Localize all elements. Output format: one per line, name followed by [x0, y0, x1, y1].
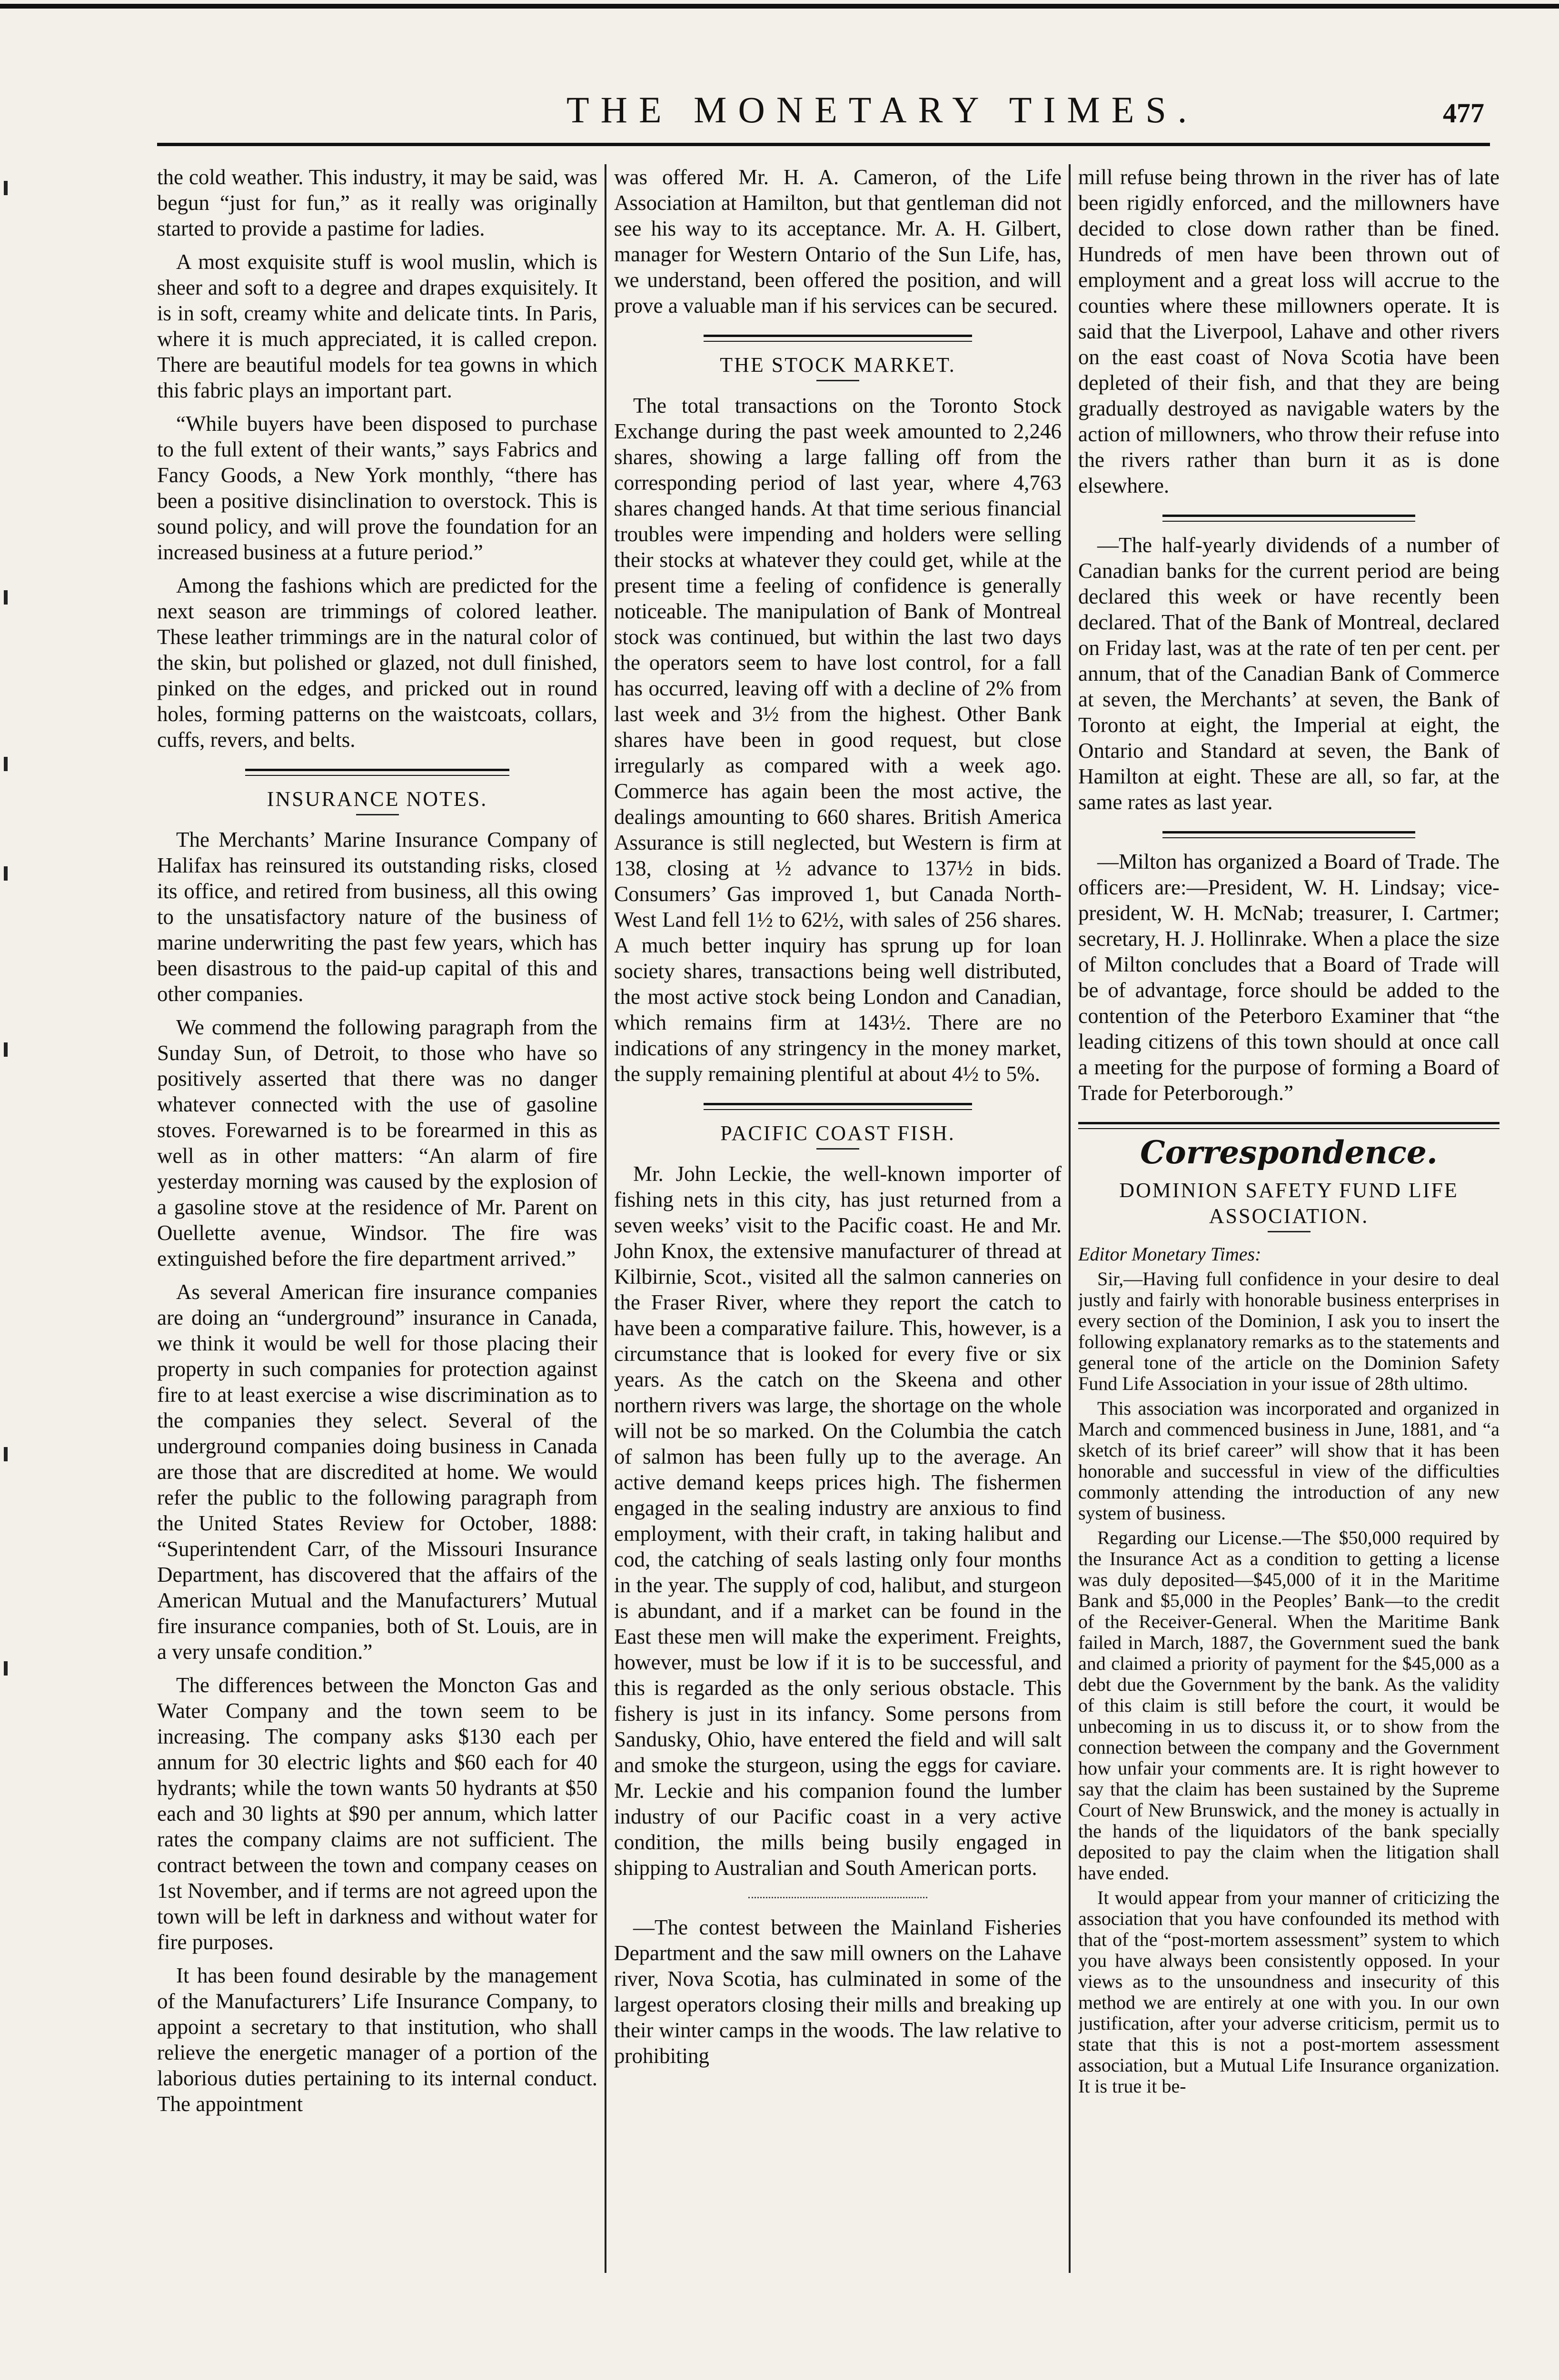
section-rule: [1162, 515, 1415, 522]
top-border-rule: [0, 4, 1559, 9]
heading-stock-market: THE STOCK MARKET.: [720, 353, 956, 377]
article-paragraph: was offered Mr. H. A. Cameron, of the Life Association at Hamilton, but that gentleman did not see his way to its acceptance. Mr. A. H. Gilbert, manager for Western Ontario of the Sun Life, has, we understand, been offered the position, and will prove a valuable man if his services can be secured.: [614, 165, 1062, 317]
column-2: [614, 164, 1062, 2278]
article-paragraph: —The contest between the Mainland Fisheries Department and the saw mill owners on the Lahave river, Nova Scotia, has culminated in some of the largest operators closing their mills and breaking up their winter camps in the woods. The law relative to prohibiting: [614, 1915, 1062, 2068]
section-rule: [704, 1103, 972, 1110]
letter-paragraph: It would appear from your manner of criticizing the association that you have confounded its method with that of the “post-mortem assessment” system to which you have always been consistently opposed. In your views as to the unsoundness and insecurity of this method we are entirely at one with you. In our own justification, after your adverse criticism, permit us to state that this is not a post-mortem assessment association, but a Mutual Life Insurance organization. It is true it be-: [1078, 1887, 1499, 2097]
heading-insurance-notes: INSURANCE NOTES.: [267, 787, 488, 811]
page-number: 477: [1443, 98, 1484, 129]
article-paragraph: It has been found desirable by the management of the Manufacturers’ Life Insurance Company, to appoint a secretary to that institution, who shall relieve the energetic manager of a portion of the laborious duties pertaining to its internal conduct. The appointment: [157, 1964, 597, 2116]
article-paragraph: Mr. John Leckie, the well-known importer of fishing nets in this city, has just returned from a seven weeks’ visit to the Pacific coast. He and Mr. John Knox, the extensive manufacturer of thread at Kilbirnie, Scot., visited all the salmon canneries on the Fraser River, where they report the catch to have been a comparative failure. This, however, is a circumstance that is looked for every five or six years. As the catch on the Skeena and other northern rivers was large, the shortage on the whole will not be so marked. On the Columbia the catch of salmon has been fully up to the average. An active demand keeps prices high. The fishermen engaged in the sealing industry are anxious to find employment, with their craft, in taking halibut and cod, the catching of seals lasting only four months in the year. The supply of cod, halibut, and sturgeon is abundant, and if a market can be found in the East these men will make the experiment. Freights, however, must be low if it is to be successful, and this is regarded as the only serious obstacle. This fishery is just in its infancy. Some persons from Sandusky, Ohio, have entered the field and will salt and smoke the sturgeon, using the eggs for caviare. Mr. Leckie and his companion found the lumber industry of our Pacific coast in a very active condition, the mills being busily engaged in shipping to Australian and South American ports.: [614, 1162, 1062, 1880]
article-paragraph: The differences between the Moncton Gas and Water Company and the town seem to be increasing. The company asks $130 each per annum for 30 electric lights and $60 each for 40 hydrants; while the town wants 50 hydrants at $50 each and 30 lights at $90 per annum, which latter rates the company claims are not sufficient. The contract between the town and company ceases on 1st November, and if terms are not agreed upon the town will be left in darkness and without water for fire purposes.: [157, 1673, 597, 1954]
column-divider-1: [605, 164, 606, 2273]
article-paragraph: mill refuse being thrown in the river has of late been rigidly enforced, and the millowners have decided to close down rather than be fined. Hundreds of men have been thrown out of employment and a great loss will accrue to the counties where these millowners operate. It is said that the Liverpool, Lahave and other rivers on the east coast of Nova Scotia have been depleted of their fish, and that they are being gradually destroyed as navigable waters by the action of millowners, who throw their refuse into the rivers rather than burn it as is done elsewhere.: [1078, 165, 1499, 497]
article-paragraph: —Milton has organized a Board of Trade. The officers are:—President, W. H. Lindsay; vice-president, W. H. McNab; treasurer, I. Cartmer; secretary, H. J. Hollinrake. When a place the size of Milton concludes that a Board of Trade will be of advantage, force should be added to the contention of the Peterboro Examiner that “the leading citizens of this town should at once call a meeting for the purpose of forming a Board of Trade for Peterborough.”: [1078, 850, 1499, 1105]
heading-pacific-coast-fish: PACIFIC COAST FISH.: [720, 1121, 955, 1145]
heading-correspondence: Correspondence.: [1140, 1134, 1438, 1171]
letter-paragraph: Regarding our License.—The $50,000 required by the Insurance Act as a condition to getting a license was duly deposited—$45,000 of it in the Maritime Bank and $5,000 in the Peoples’ Bank—to the credit of the Receiver-General. When the Maritime Bank failed in March, 1887, the Government sued the bank and claimed a priority of payment for the $45,000 as a debt due the Government by the bank. As the validity of this claim is still before the court, it would be unbecoming in us to discuss it, or to show from the connection between the company and the Government how unfair your comments are. It is right however to say that the claim has been sustained by the Supreme Court of New Brunswick, and the money is actually in the hands of the liquidators of the bank specially deposited to pay the claim when the litigation shall have ended.: [1078, 1527, 1499, 1884]
heading-rule: [816, 1148, 859, 1150]
letter-salutation: Editor Monetary Times:: [1078, 1243, 1261, 1265]
article-paragraph: —The half-yearly dividends of a number of Canadian banks for the current period are being declared this week or have recently been declared. That of the Bank of Montreal, declared on Friday last, was at the rate of ten per cent. per annum, that of the Canadian Bank of Commerce at seven, the Merchants’ at seven, the Bank of Toronto at eight, the Imperial at eight, the Ontario and Standard at seven, the Bank of Hamilton at eight. These are all, so far, at the same rates as last year.: [1078, 533, 1499, 814]
heading-rule: [356, 814, 399, 815]
column-1: [157, 164, 597, 2278]
letter-paragraph: Sir,—Having full confidence in your desire to deal justly and fairly with honorable business enterprises in every section of the Dominion, I ask you to insert the following explanatory remarks as to the statements and general tone of the article on the Dominion Safety Fund Life Association in your issue of 28th ultimo.: [1078, 1268, 1499, 1394]
publication-title: THE MONETARY TIMES.: [566, 89, 1199, 130]
article-paragraph: Among the fashions which are predicted for the next season are trimmings of colored leather. These leather trimmings are in the natural color of the skin, but polished or glazed, not dull finished, pinked on the edges, and pricked out in round holes, forming patterns on the waistcoats, collars, cuffs, revers, and belts.: [157, 574, 597, 752]
article-paragraph: the cold weather. This industry, it may be said, was begun “just for fun,” as it really was originally started to provide a pastime for ladies.: [157, 165, 597, 240]
letter-paragraph: This association was incorporated and organized in March and commenced business in June, 1881, and “a sketch of its brief career” will show that it has been honorable and successful in view of the difficulties commonly attending the introduction of any new system of business.: [1078, 1398, 1499, 1524]
column-3: [1078, 164, 1499, 2278]
article-paragraph: The Merchants’ Marine Insurance Company of Halifax has reinsured its outstanding risks, closed its office, and retired from business, all this owing to the unsatisfactory nature of the business of marine underwriting the past few years, which has been disastrous to the paid-up capital of this and other companies.: [157, 828, 597, 1006]
heading-rule: [1268, 1231, 1311, 1232]
section-rule: [704, 335, 972, 342]
section-rule: [748, 1897, 927, 1898]
section-rule: [245, 769, 509, 776]
section-rule: [1078, 1122, 1499, 1129]
article-paragraph: The total transactions on the Toronto Stock Exchange during the past week amounted to 2,246 shares, showing a large falling off from the corresponding period of last year, where 4,763 shares changed hands. At that time serious financial troubles were impending and holders were selling their stocks at whatever they could get, while at the present time a feeling of confidence is generally noticeable. The manipulation of Bank of Montreal stock was continued, but within the last two days the operators seem to have lost control, for a fall has occurred, leaving off with a decline of 2% from last week and 3½ from the highest. Other Bank shares have been in good request, but close irregularly as compared with a week ago. Commerce has again been the most active, the dealings amounting to 660 shares. British America Assurance is still neglected, but Western is firm at 138, closing at ½ advance to 137½ in bids. Consumers’ Gas improved 1, but Canada North-West Land fell 1½ to 62½, with sales of 256 shares. A much better inquiry has sprung up for loan society shares, transactions being well distributed, the most active stock being London and Canadian, which remains firm at 143½. There are no indications of any stringency in the money market, the supply remaining plentiful at about 4½ to 5%.: [614, 394, 1062, 1086]
article-paragraph: We commend the following paragraph from the Sunday Sun, of Detroit, to those who have so positively asserted that there was no danger whatever connected with the use of gasoline stoves. Forewarned is to be forearmed in this as well as in other matters: “An alarm of fire yesterday morning was caused by the explosion of a gasoline stove at the residence of Mr. Parent on Ouellette avenue, Windsor. The fire was extinguished before the fire department arrived.”: [157, 1015, 597, 1270]
section-rule: [1162, 831, 1415, 838]
masthead: [0, 0, 1559, 157]
article-paragraph: A most exquisite stuff is wool muslin, which is sheer and soft to a degree and drapes exquisitely. It is in soft, creamy white and delicate tints. In Paris, where it is much appreciated, it is called crepon. There are beautiful models for tea gowns in which this fabric plays an important part.: [157, 250, 597, 402]
heading-rule: [816, 380, 859, 381]
article-paragraph: “While buyers have been disposed to purchase to the full extent of their wants,” says Fabrics and Fancy Goods, a New York monthly, “there has been a positive disinclination to overstock. This is sound policy, and will prove the foundation for an increased business at a future period.”: [157, 412, 597, 564]
running-header: [157, 86, 1490, 146]
binding-edge-marks: [0, 162, 14, 2066]
article-paragraph: As several American fire insurance companies are doing an “underground” insurance in Canada, we think it would be well for those placing their property in such companies for protection against fire to at least exercise a wise discrimination as to the companies they select. Several of the underground companies doing business in Canada are those that are discredited at home. We would refer the public to the following paragraph from the United States Review for October, 1888: “Superintendent Carr, of the Missouri Insurance Department, has discovered that the affairs of the American Mutual and the Manufacturers’ Mutual fire insurance companies, both of St. Louis, are in a very unsafe condition.”: [157, 1280, 597, 1664]
heading-dominion-safety-fund: DOMINION SAFETY FUND LIFE ASSOCIATION.: [1119, 1179, 1459, 1228]
column-divider-2: [1069, 164, 1071, 2273]
